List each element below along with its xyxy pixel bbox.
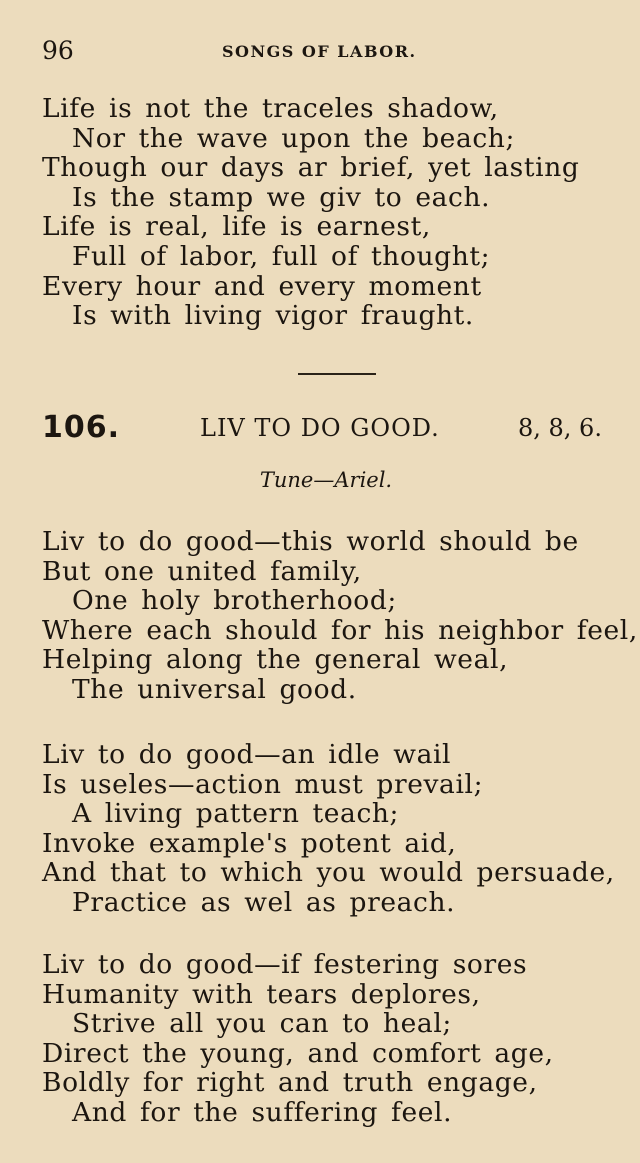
verse-line: Is with living vigor fraught. (72, 300, 474, 332)
verse-line: Every hour and every moment (42, 270, 482, 302)
verse-line: Liv to do good—this world should be (42, 526, 579, 557)
page-number: 96 (42, 36, 74, 65)
hymn-stanza-1 (42, 526, 638, 705)
tune-name: Tune—Ariel. (259, 468, 393, 492)
hymn-title: LIV TO DO GOOD. (200, 414, 440, 442)
running-head: SONGS OF LABOR. (222, 42, 417, 61)
section-divider (298, 373, 376, 375)
previous-hymn-stanza (42, 94, 622, 331)
verse-line: Practice as wel as preach. (72, 886, 456, 918)
hymn-stanza-3 (42, 950, 622, 1128)
verse-line: One holy brotherhood; (72, 585, 397, 617)
verse-line: Liv to do good—if festering sores (42, 949, 528, 980)
verse-line: Is useles—action must prevail; (42, 768, 484, 800)
hymn-number: 106. (42, 410, 121, 445)
verse-line: Full of labor, full of thought; (72, 240, 491, 272)
verse-line: A living pattern teach; (72, 798, 400, 830)
hymn-meter: 8, 8, 6. (518, 414, 602, 442)
verse-line: And that to which you would persuade, (42, 857, 615, 889)
verse-line: But one united family, (42, 555, 362, 587)
hymn-stanza-2 (42, 740, 622, 918)
verse-line: Humanity with tears deplores, (42, 978, 481, 1010)
verse-line: Is the stamp we giv to each. (72, 181, 491, 213)
verse-line: Nor the wave upon the beach; (72, 122, 515, 154)
verse-line: Though our days ar brief, yet lasting (42, 152, 580, 184)
verse-line: Direct the young, and comfort age, (42, 1037, 554, 1069)
verse-line: Boldly for right and truth engage, (42, 1067, 538, 1099)
verse-line: And for the suffering feel. (72, 1096, 453, 1128)
verse-line: Helping along the general weal, (42, 644, 509, 676)
verse-line: Liv to do good—an idle wail (42, 739, 452, 770)
verse-line: The universal good. (72, 673, 357, 705)
verse-line: Invoke example's potent aid, (42, 827, 457, 859)
hymn-heading (42, 410, 612, 450)
page-header (42, 36, 604, 70)
verse-line: Life is not the traceles shadow, (42, 93, 499, 124)
verse-line: Life is real, life is earnest, (42, 211, 431, 243)
verse-line: Where each should for his neighbor feel, (42, 614, 638, 646)
verse-line: Strive all you can to heal; (72, 1008, 452, 1040)
